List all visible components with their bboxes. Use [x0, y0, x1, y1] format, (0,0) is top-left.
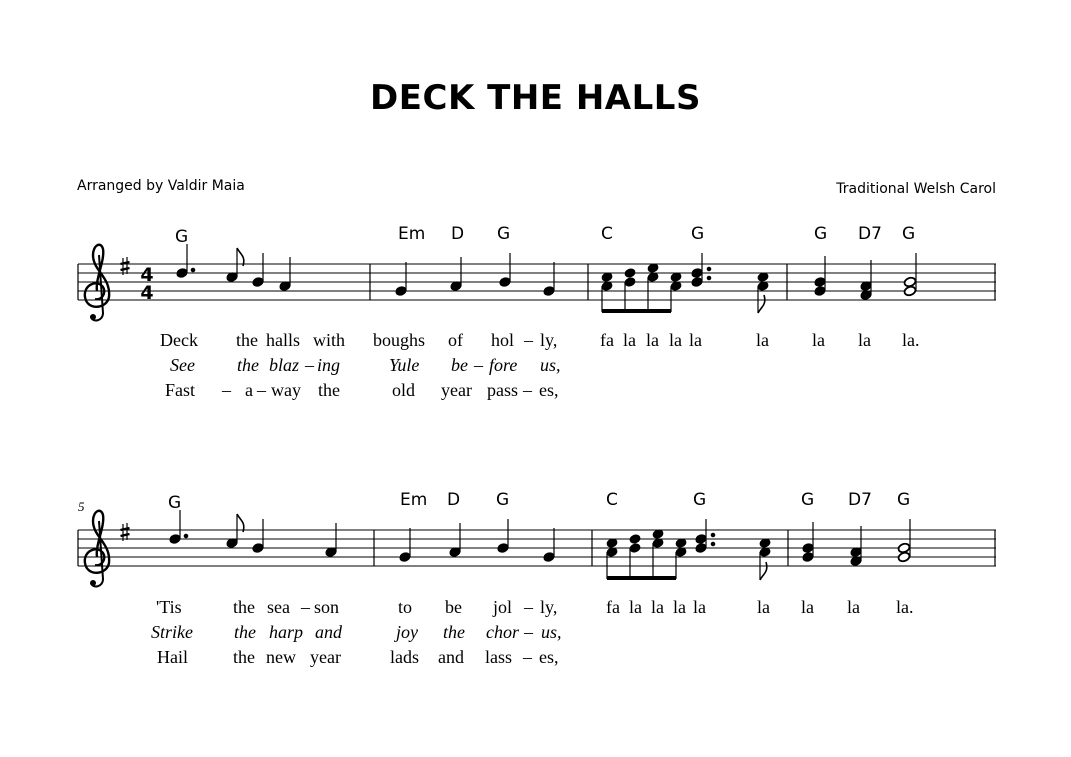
lyric-syllable: ing	[317, 355, 341, 375]
lyric-syllable: la	[858, 330, 871, 350]
sharp-icon	[121, 257, 130, 275]
lyric-syllable: the	[236, 330, 258, 350]
lyric-syllable: halls	[266, 330, 300, 350]
lyric-syllable: pass	[487, 380, 518, 400]
chord-symbol: G	[902, 224, 916, 244]
lyric-syllable: year	[441, 380, 472, 400]
lyric-syllable: ly,	[540, 330, 558, 350]
lyric-syllable: hol	[491, 330, 515, 350]
lyric-syllable: chor	[486, 622, 519, 642]
svg-text:4: 4	[140, 264, 154, 286]
chord-symbol: G	[693, 490, 707, 510]
chord-symbol: G	[497, 224, 511, 244]
lyric-syllable: la	[801, 597, 814, 617]
chord-symbol: C	[601, 224, 613, 244]
lyric-syllable: the	[233, 647, 255, 667]
lyric-syllable: year	[310, 647, 341, 667]
lyric-syllable: us,	[541, 622, 562, 642]
lyric-syllable: son	[314, 597, 340, 617]
chord-symbol: G	[691, 224, 705, 244]
svg-text:4: 4	[140, 282, 154, 304]
lyric-syllable: Hail	[157, 647, 188, 667]
chord-symbol: Em	[398, 224, 426, 244]
chord-symbol: Em	[400, 490, 428, 510]
lyric-syllable: fa	[606, 597, 620, 617]
lyric-syllable: la	[629, 597, 642, 617]
lyric-syllable: la	[689, 330, 702, 350]
chord-symbol: G	[496, 490, 510, 510]
lyric-syllable: –	[524, 622, 533, 642]
measure-number: 5	[78, 499, 85, 514]
lyric-syllable: Fast	[165, 380, 196, 400]
lyric-syllable: es,	[539, 380, 559, 400]
lyric-syllable: Strike	[151, 622, 193, 642]
lyric-syllable: be	[451, 355, 468, 375]
lyric-syllable: the	[233, 597, 255, 617]
lyric-syllable: of	[448, 330, 463, 350]
lyric-syllable: boughs	[373, 330, 426, 350]
lyric-syllable: be	[445, 597, 462, 617]
notes-1	[176, 244, 917, 313]
lyric-syllable: –	[301, 597, 310, 617]
lyric-syllable: la	[847, 597, 860, 617]
lyric-syllable: –	[524, 330, 533, 350]
lyric-syllable: la	[651, 597, 664, 617]
lyric-syllable: lads	[390, 647, 419, 667]
lyric-syllable: harp	[269, 622, 304, 642]
chord-symbol: D	[451, 224, 465, 244]
lyric-syllable: fore	[489, 355, 518, 375]
lyric-syllable: 'Tis	[156, 597, 182, 617]
lyric-syllable: Yule	[389, 355, 420, 375]
chord-symbol: G	[897, 490, 911, 510]
lyric-syllable: –	[305, 355, 314, 375]
lyric-syllable: way	[271, 380, 301, 400]
lyric-syllable: joy	[396, 622, 418, 642]
arranger-credit: Arranged by Valdir Maia	[77, 178, 245, 194]
lyric-syllable: blaz	[269, 355, 300, 375]
lyric-syllable: fa	[600, 330, 614, 350]
lyric-syllable: a	[245, 380, 253, 400]
lyric-syllable: –	[222, 380, 231, 400]
lyric-syllable: new	[266, 647, 296, 667]
chord-symbol: G	[175, 227, 189, 247]
staff-lines-1	[78, 264, 996, 300]
lyric-syllable: –	[524, 597, 533, 617]
lyric-syllable: –	[523, 380, 532, 400]
lyric-syllable: the	[443, 622, 465, 642]
lyric-syllable: la	[669, 330, 682, 350]
lyric-syllable: See	[170, 355, 195, 375]
treble-clef-icon	[85, 511, 109, 587]
composer-credit: Traditional Welsh Carol	[836, 181, 996, 197]
lyric-syllable: la.	[902, 330, 920, 350]
lyric-syllable: with	[313, 330, 346, 350]
lyric-syllable: and	[438, 647, 464, 667]
lyric-syllable: to	[398, 597, 413, 617]
chord-symbol: D	[447, 490, 461, 510]
lyric-syllable: ly,	[540, 597, 558, 617]
lyric-syllable: la	[756, 330, 769, 350]
chord-symbol: G	[801, 490, 815, 510]
lyric-syllable: old	[392, 380, 416, 400]
chord-symbol: D7	[848, 490, 872, 510]
lyric-syllable: lass	[485, 647, 512, 667]
song-title: DECK THE HALLS	[370, 78, 701, 118]
lyric-syllable: and	[315, 622, 342, 642]
time-signature	[140, 264, 153, 304]
lyric-syllable: la	[812, 330, 825, 350]
lyric-syllable: the	[234, 622, 256, 642]
lyric-syllable: la	[646, 330, 659, 350]
lyric-syllable: sea	[267, 597, 290, 617]
lyric-syllable: –	[523, 647, 532, 667]
lyric-syllable: the	[237, 355, 259, 375]
lyric-syllable: la	[623, 330, 636, 350]
treble-clef-icon	[85, 245, 109, 321]
lyric-syllable: la.	[896, 597, 914, 617]
lyric-syllable: –	[257, 380, 266, 400]
chord-symbol: G	[168, 493, 182, 513]
lyric-syllable: us,	[540, 355, 561, 375]
sharp-icon	[121, 523, 130, 541]
lyric-syllable: la	[693, 597, 706, 617]
lyric-syllable: Deck	[160, 330, 198, 350]
lyric-syllable: jol	[493, 597, 513, 617]
lyric-syllable: la	[673, 597, 686, 617]
lyric-syllable: es,	[539, 647, 559, 667]
chord-symbol: D7	[858, 224, 882, 244]
lyric-syllable: the	[318, 380, 340, 400]
notes-2	[169, 510, 911, 580]
chord-symbol: G	[814, 224, 828, 244]
lyric-syllable: la	[757, 597, 770, 617]
chord-symbol: C	[606, 490, 618, 510]
lyric-syllable: –	[474, 355, 483, 375]
